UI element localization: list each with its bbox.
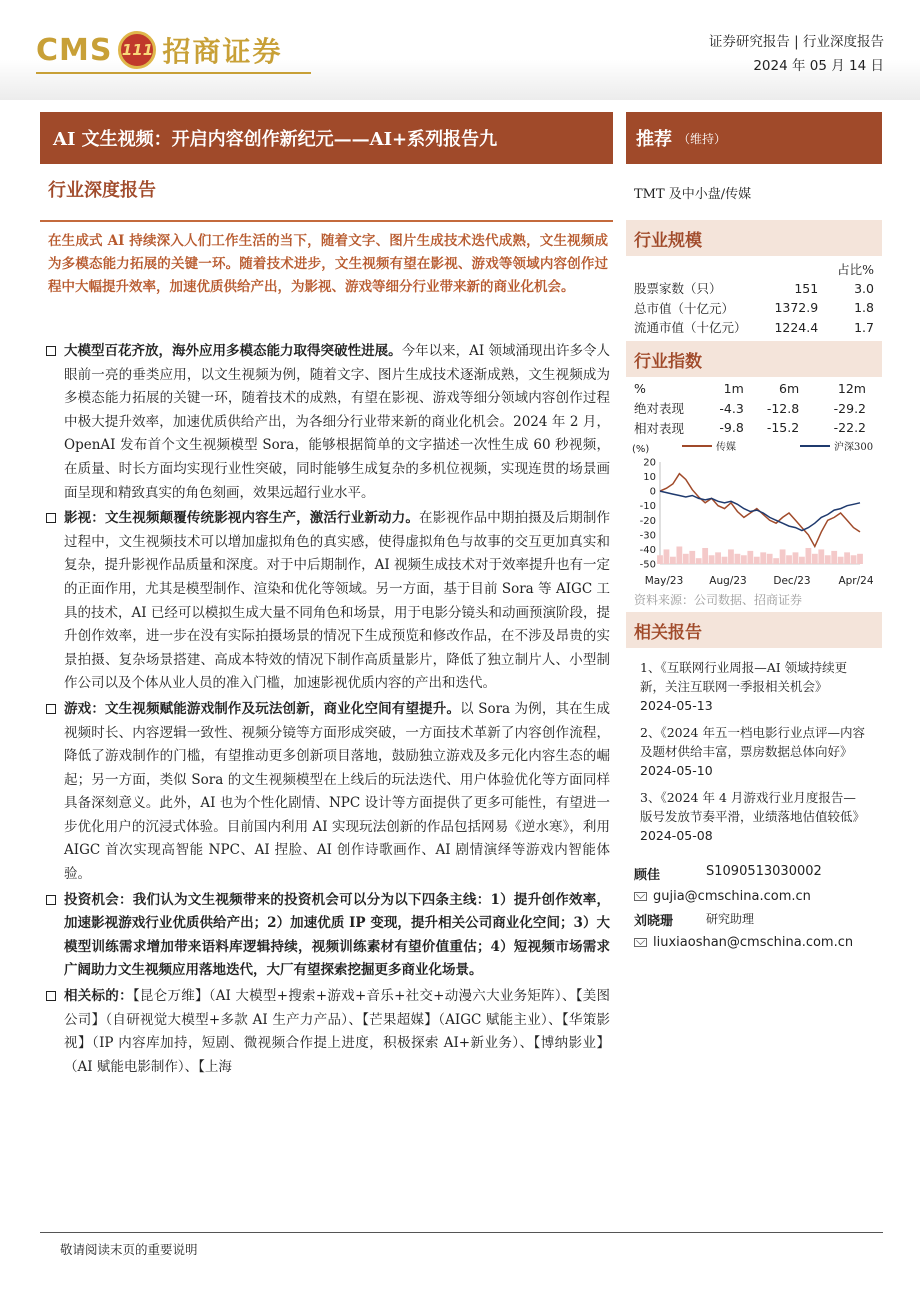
bullet-list bbox=[46, 340, 610, 1081]
industry-index-heading: 行业指数 bbox=[626, 341, 882, 377]
rating-label: 推荐 bbox=[636, 129, 672, 150]
rating-note: （维持） bbox=[678, 131, 727, 146]
related-reports-heading: 相关报告 bbox=[626, 612, 882, 648]
y-tick-label: 20 bbox=[643, 457, 656, 469]
series-line bbox=[660, 474, 860, 547]
related-report-item[interactable]: 1、《互联网行业周报—AI 领域持续更新，关注互联网一季报相关机会》 2024-05-13 bbox=[640, 660, 848, 713]
summary-paragraph: 在生成式 AI 持续深入人们工作生活的当下，随着文字、图片生成技术迭代成熟，文生视频成为多模态能力拓展的关键一环。随着技术进步，文生视频有望在影视、游戏等领域内容创作过程中大幅提升效率，加速优质供给产出，为影视、游戏等细分行业带来新的商业化机会。 bbox=[48, 233, 608, 295]
table-header: % 1m 6m 12m bbox=[634, 381, 866, 397]
section-divider bbox=[40, 220, 613, 222]
pct-header: 占比% bbox=[837, 261, 874, 277]
report-date: 2024 年 05 月 14 日 bbox=[753, 58, 884, 74]
bullet-lead: 影视：文生视频颠覆传统影视内容生产，激活行业新动力。 bbox=[64, 510, 419, 527]
logo-company-name: 招商证券 bbox=[162, 35, 283, 68]
analyst-title: 研究助理 bbox=[706, 912, 755, 926]
bullet-lead: 相关标的： bbox=[64, 988, 133, 1005]
analyst-name: 刘晓珊 bbox=[634, 914, 674, 929]
bullet-body: 【昆仑万维】（AI 大模型+搜索+游戏+音乐+社交+动漫六大业务矩阵）、【美图公司】（自研视觉大模型+多款 AI 生产力产品）、【芒果超媒】（AIGC 赋能主业）、【华策影视】（IP 内容库加持，短剧、微视频合作提上进度，积极探索 AI+新业务）、【博纳影业】（AI 赋能电影制作）、【上海 bbox=[64, 988, 611, 1075]
related-report-item[interactable]: 2、《2024 年五一档电影行业点评—内容及题材供给丰富，票房数据总体向好》 2024-05-10 bbox=[640, 725, 865, 778]
y-tick-label: -20 bbox=[639, 515, 656, 527]
y-axis-label: (%) bbox=[632, 444, 650, 455]
y-tick-label: -10 bbox=[639, 501, 656, 513]
index-line-chart bbox=[630, 438, 880, 590]
bullet-lead: 大模型百花齐放，海外应用多模态能力取得突破性进展。 bbox=[64, 343, 402, 359]
report-title: AI 文生视频：开启内容创作新纪元——AI+系列报告九 bbox=[40, 112, 613, 164]
bullet-lead: 游戏：文生视频赋能游戏制作及玩法创新，商业化空间有望提升。 bbox=[64, 700, 461, 717]
footer-divider bbox=[40, 1232, 883, 1233]
header-meta bbox=[709, 30, 884, 78]
analyst-email[interactable]: gujia@cmschina.com.cn bbox=[653, 889, 811, 904]
industry-scale-table bbox=[626, 259, 882, 337]
x-tick-label: Apr/24 bbox=[838, 575, 874, 587]
related-report-item[interactable]: 3、《2024 年 4 月游戏行业月度报告—版号发放节奏平滑，业绩落地估值较低》 2024-05-08 bbox=[640, 790, 866, 843]
logo-underline bbox=[36, 72, 311, 74]
logo-badge-icon: 111 bbox=[118, 31, 156, 69]
y-tick-label: -40 bbox=[639, 544, 656, 556]
industry-index-table bbox=[626, 379, 882, 438]
bullet-item bbox=[46, 507, 610, 696]
bullet-body: 以 Sora 为例，其在生成视频时长、内容逻辑一致性、视频分镜等方面形成突破，一方面技术革新了内容创作流程，降低了游戏制作的门槛，有望推动更多创新项目落地，鼓励独立游戏及多元化内容生态的崛起；另一方面，类似 Sora 的文生视频模型在上线后的玩法迭代、用户体验优化等方面同样具备深刻意义。此外，AI 也为个性化剧情、NPC 设计等方面提供了更多可能性，有望进一步优化用户的沉浸式体验。目前国内利用 AI 实现玩法创新的作品包括网易《逆水寒》，利用 AIGC 首次实现高智能 NPC、AI 捏脸、AI 创作诗歌画作、AI 剧情演绎等游戏内智能体验。 bbox=[64, 700, 610, 883]
checkbox-square-icon bbox=[46, 895, 56, 905]
bullet-body: 今年以来，AI 领域涌现出许多令人眼前一亮的垂类应用，以文生视频为例，随着文字、图片生成技术逐渐成熟，文生视频成为多模态能力拓展的关键一环，随着技术的成熟，有望在影视、游戏等细分领域内容创作过程中极大提升效率，加速优质供给产出，为各细分行业带来新的商业化机会。2024 年 2 月，OpenAI 发布首个文生视频模型 Sora，能够根据简单的文字描述一次性生成 60 秒视频，在质量、时长方面均实现行业性突破，同时能够生成复杂的多机位视频，实现连贯的场景画面呈现和精致真实的角色刻画，效果远超行业水平。 bbox=[64, 343, 611, 501]
checkbox-square-icon bbox=[46, 704, 56, 714]
logo-cms-text: CMS bbox=[36, 32, 113, 68]
industry-index-section bbox=[626, 341, 882, 438]
x-tick-label: May/23 bbox=[644, 575, 684, 587]
y-tick-label: -50 bbox=[639, 559, 656, 571]
y-tick-label: 0 bbox=[649, 486, 656, 498]
related-reports-list bbox=[640, 658, 868, 853]
bullet-item bbox=[46, 698, 610, 887]
bullet-item bbox=[46, 889, 610, 983]
mail-icon bbox=[634, 892, 647, 901]
legend-label: 传媒 bbox=[716, 442, 736, 453]
industry-scale-section bbox=[626, 220, 882, 337]
bullet-item bbox=[46, 985, 610, 1079]
analyst-name: 顾佳 bbox=[634, 868, 661, 883]
analyst-card bbox=[634, 864, 882, 950]
checkbox-square-icon bbox=[46, 513, 56, 523]
legend-label: 沪深300 bbox=[834, 442, 874, 453]
bullet-lead: 投资机会：我们认为文生视频带来的投资机会可以分为以下四条主线：1）提升创作效率，加速影视游戏行业优质供给产出；2）加速优质 IP 变现，提升相关公司商业化空间；3）大模型训练需求增加带来语料库逻辑持续，视频训练素材有望价值重估；4）短视频市场需求广阔助力文生视频应用落地迭代，大厂有望探索挖掘更多商业化场景。 bbox=[64, 891, 610, 979]
sector-label: TMT 及中小盘/传媒 bbox=[634, 187, 752, 202]
y-tick-label: 10 bbox=[643, 472, 656, 484]
table-row: 总市值（十亿元） 1372.9 1.8 bbox=[634, 300, 874, 316]
bullet-body: 在影视作品中期拍摄及后期制作过程中，文生视频技术可以增加虚拟角色的真实感，使得虚拟角色与故事的交互更加真实和复杂，提升影视作品质量和深度。对于中后期制作，AI 视频生成技术对于效率提升也有一定的正面作用，尤其是模型制作、渲染和优化等领域。另一方面，基于目前 Sora 等 AIGC 工具的技术，AI 已经可以模拟生成大量不同角色和场景，用于电影分镜头和动画预演阶段，提升创作效率，进一步在没有实际拍摄场景的情况下生成预览和修改作品，在不涉及昂贵的实景拍摄、复杂场景搭建、高成本特效的情况下制作高质量影片，降低了独立制片人、小型制作公司以及个体从业人员的准入门槛，加速影视优质内容的产出和迭代。 bbox=[64, 510, 610, 692]
checkbox-square-icon bbox=[46, 991, 56, 1001]
series-line bbox=[660, 491, 860, 530]
mail-icon bbox=[634, 938, 647, 947]
footer-note: 敬请阅读末页的重要说明 bbox=[60, 1242, 198, 1257]
table-row: 股票家数（只） 151 3.0 bbox=[634, 280, 874, 297]
table-row: 流通市值（十亿元） 1224.4 1.7 bbox=[634, 319, 874, 336]
section-title: 行业深度报告 bbox=[48, 180, 156, 201]
x-tick-label: Aug/23 bbox=[709, 575, 747, 587]
x-tick-label: Dec/23 bbox=[773, 575, 811, 587]
chart-source: 资料来源：公司数据、招商证券 bbox=[634, 593, 803, 607]
y-tick-label: -30 bbox=[639, 530, 656, 542]
bullet-item bbox=[46, 340, 610, 505]
analyst-email[interactable]: liuxiaoshan@cmschina.com.cn bbox=[653, 935, 854, 950]
report-type: 证券研究报告 | 行业深度报告 bbox=[708, 34, 884, 50]
checkbox-square-icon bbox=[46, 346, 56, 356]
analyst-cert-id: S1090513030002 bbox=[706, 864, 822, 879]
rating-box bbox=[626, 112, 882, 164]
related-reports-section bbox=[626, 612, 882, 648]
table-row: 绝对表现 -4.3 -12.8 -29.2 bbox=[634, 400, 866, 417]
cms-logo bbox=[36, 28, 283, 72]
industry-scale-heading: 行业规模 bbox=[626, 220, 882, 256]
table-row: 相对表现 -9.8 -15.2 -22.2 bbox=[634, 420, 866, 436]
